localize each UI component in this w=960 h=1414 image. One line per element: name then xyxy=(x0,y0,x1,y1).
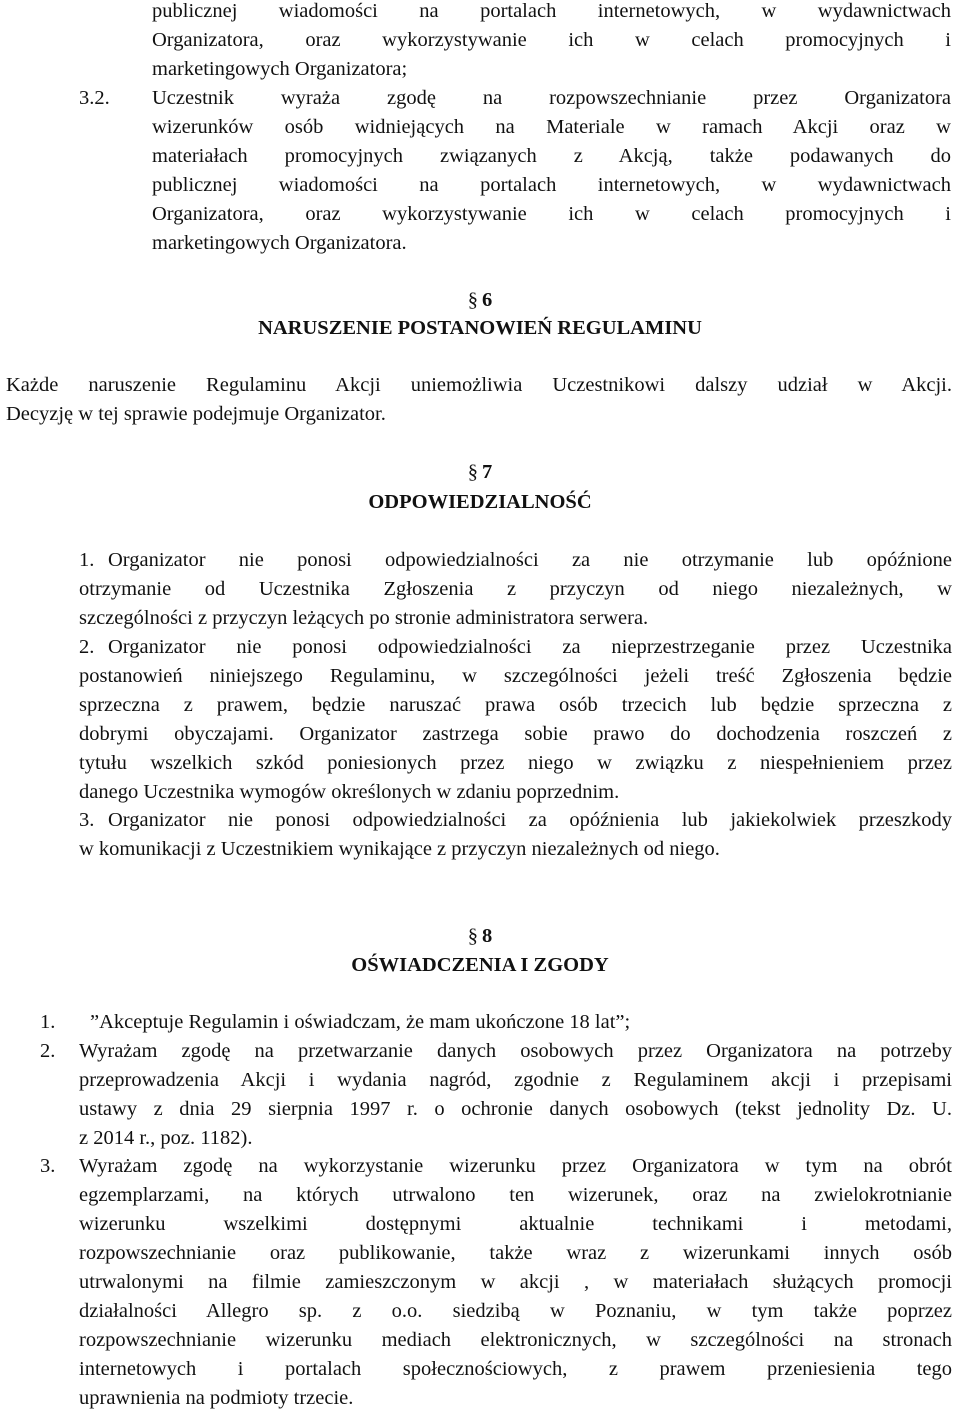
text-line: dobrymi obyczajami. Organizator zastrzega sobie prawo do dochodzenia roszczeń z xyxy=(79,723,952,745)
text-line: Wyrażam zgodę na przetwarzanie danych osobowych przez Organizatora na potrzeby xyxy=(79,1040,952,1062)
text-line: danego Uczestnika wymogów określonych w zdaniu poprzednim. xyxy=(79,781,620,803)
text-line: Organizator nie ponosi odpowiedzialności za nie otrzymanie lub opóźnione xyxy=(108,549,952,571)
text-line: ”Akceptuje Regulamin i oświadczam, że mam ukończone 18 lat”; xyxy=(90,1011,631,1033)
text-line: Organizatora, oraz wykorzystywanie ich w celach promocyjnych i xyxy=(152,29,951,51)
section-3-2-text xyxy=(152,84,951,258)
text-line: rozpowszechnianie wizerunku mediach elektronicznych, w szczególności na stronach xyxy=(79,1329,952,1351)
text-line: publicznej wiadomości na portalach internetowych, w wydawnictwach xyxy=(152,174,951,196)
text-line: egzemplarzami, na których utrwalono ten wizerunek, oraz na zwielokrotnianie xyxy=(79,1184,952,1206)
section-8-item-2 xyxy=(79,1037,952,1153)
section-number: 8 xyxy=(482,925,493,947)
section-6-title: NARUSZENIE POSTANOWIEŃ REGULAMINU xyxy=(258,317,702,339)
text-line: marketingowych Organizatora; xyxy=(152,58,408,80)
text-line: szczególności z przyczyn leżących po stronie administratora serwera. xyxy=(79,607,649,629)
section-number: 6 xyxy=(482,289,493,311)
text-line: tytułu wszelkich szkód poniesionych przez niego w związku z niespełnieniem przez xyxy=(79,752,952,774)
text-line: z 2014 r., poz. 1182). xyxy=(79,1127,253,1149)
text-line: wizerunku wszelkimi dostępnymi aktualnie technikami i metodami, xyxy=(79,1213,952,1235)
text-line: Organizatora, oraz wykorzystywanie ich w celach promocyjnych i xyxy=(152,203,951,225)
section-7-title: ODPOWIEDZIALNOŚĆ xyxy=(368,491,592,513)
text-line: uprawnienia na podmioty trzecie. xyxy=(79,1387,354,1409)
section-7-item-2 xyxy=(79,633,952,807)
text-line: rozpowszechnianie oraz publikowanie, także wraz z wizerunkami innych osób xyxy=(79,1242,952,1264)
text-line: publicznej wiadomości na portalach internetowych, w wydawnictwach xyxy=(152,0,951,22)
text-line: otrzymanie od Uczestnika Zgłoszenia z przyczyn od niego niezależnych, w xyxy=(79,578,952,600)
item-number: 1. xyxy=(79,549,95,571)
section-3-2-number: 3.2. xyxy=(79,87,110,109)
section-number: 7 xyxy=(482,461,493,483)
text-line: Wyrażam zgodę na wykorzystanie wizerunku przez Organizatora w tym na obrót xyxy=(79,1155,952,1177)
text-line: w komunikacji z Uczestnikiem wynikające z przyczyn niezależnych od niego. xyxy=(79,838,720,860)
text-line: internetowych i portalach społecznościowych, z prawem przeniesienia tego xyxy=(79,1358,952,1380)
section-3-1-tail xyxy=(152,0,951,84)
paragraph-symbol: § xyxy=(467,289,478,311)
text-line: przeprowadzenia Akcji i wydania nagród, zgodnie z Regulaminem akcji i przepisami xyxy=(79,1069,952,1091)
text-line: postanowień niniejszego Regulaminu, w szczególności jeżeli treść Zgłoszenia będzie xyxy=(79,665,952,687)
item-number: 3. xyxy=(40,1155,56,1177)
text-line: Decyzję w tej sprawie podejmuje Organizator. xyxy=(6,403,386,425)
text-line: materiałach promocyjnych związanych z Akcją, także podawanych do xyxy=(152,145,951,167)
section-7-item-3 xyxy=(79,806,952,864)
item-number: 3. xyxy=(79,809,95,831)
paragraph-symbol: § xyxy=(467,925,478,947)
text-line: Uczestnik wyraża zgodę na rozpowszechnianie przez Organizatora xyxy=(152,87,951,109)
section-8-number xyxy=(0,922,960,950)
item-number: 2. xyxy=(79,636,95,658)
text-line: Każde naruszenie Regulaminu Akcji uniemożliwia Uczestnikowi dalszy udział w Akcji. xyxy=(6,374,952,396)
section-6-text xyxy=(6,371,952,429)
section-6-number xyxy=(0,286,960,314)
section-8-item-3 xyxy=(79,1152,952,1413)
text-line: wizerunków osób widniejących na Materiale w ramach Akcji oraz w xyxy=(152,116,951,138)
text-line: ustawy z dnia 29 sierpnia 1997 r. o ochronie danych osobowych (tekst jednolity Dz. U. xyxy=(79,1098,952,1120)
text-line: Organizator nie ponosi odpowiedzialności za nieprzestrzeganie przez Uczestnika xyxy=(108,636,952,658)
text-line: utrwalonymi na filmie zamieszczonym w akcji , w materiałach służących promocji xyxy=(79,1271,952,1293)
text-line: sprzeczna z prawem, będzie naruszać prawa osób trzecich lub będzie sprzeczna z xyxy=(79,694,952,716)
section-8-item-1 xyxy=(79,1008,952,1037)
text-line: działalności Allegro sp. z o.o. siedzibą w Poznaniu, w tym także poprzez xyxy=(79,1300,952,1322)
section-7-item-1 xyxy=(79,546,952,633)
paragraph-symbol: § xyxy=(467,461,478,483)
text-line: Organizator nie ponosi odpowiedzialności za opóźnienia lub jakiekolwiek przeszkody xyxy=(108,809,952,831)
item-number: 2. xyxy=(40,1040,56,1062)
section-8-title: OŚWIADCZENIA I ZGODY xyxy=(351,954,609,976)
text-line: marketingowych Organizatora. xyxy=(152,232,407,254)
item-number: 1. xyxy=(40,1011,56,1033)
section-7-number xyxy=(0,458,960,486)
